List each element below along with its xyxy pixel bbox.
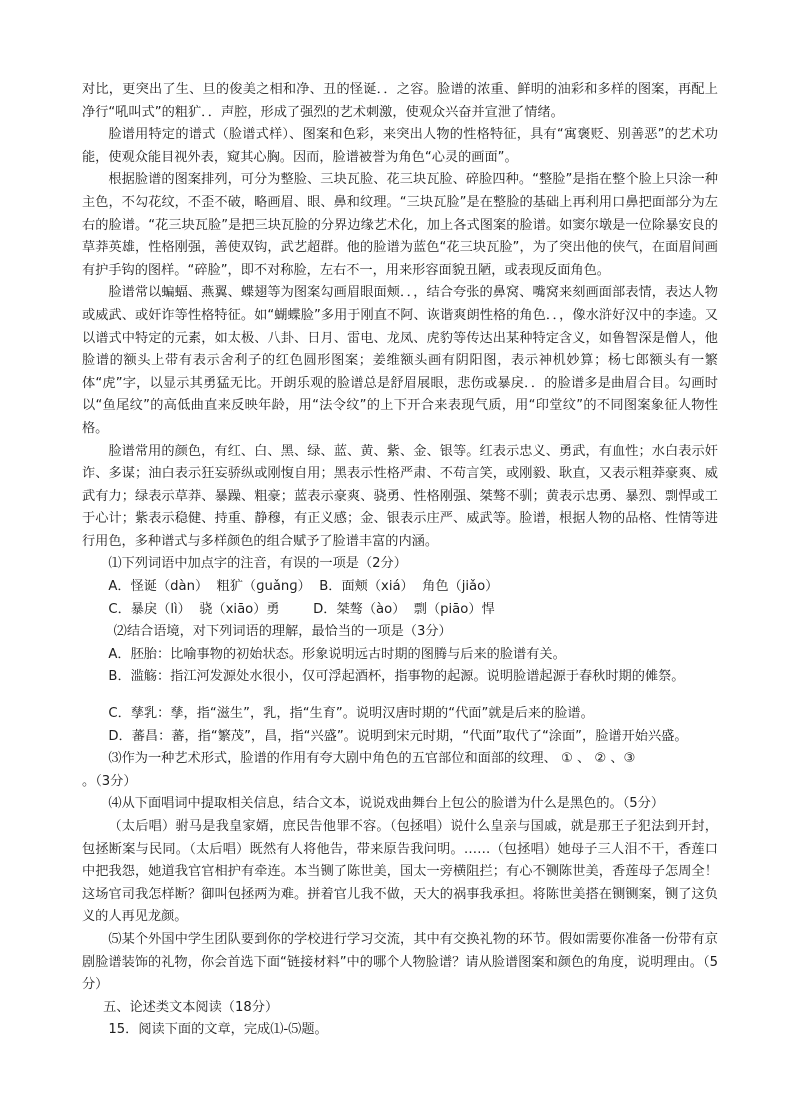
question-15-stem: 15．阅读下面的文章，完成⑴-⑸题。 xyxy=(108,1022,328,1038)
question-2-option-a: A．胚胎：比喻事物的初始状态。形象说明远古时期的图腾与后来的脸谱有关。 xyxy=(108,646,566,662)
question-4-stem: ⑷从下面唱词中提取相关信息，结合文本，说说戏曲舞台上包公的脸谱为什么是黑色的。（5分） xyxy=(108,796,665,812)
question-4-lyrics: （太后唱）驸马是我皇家婿，庶民告他罪不容。（包拯唱）说什么皇亲与国戚，就是那王子犯法到开封，包拯断案与民同。（太后唱）既然有人将他告，带来原告我问明。……（包拯唱）她母子三人泪不干，香莲口中把我怨，她道我官官相护有牵连。本当铡了陈世美，国太一旁横阻拦；有心不铡陈世美，香莲母子怎周全！这场官司我怎样断？御叫包拯两为难。拼着官儿我不做，天大的祸事我承担。将陈世美搭在铡铡案，铡了这负义的人再见龙颜。 xyxy=(82,819,718,925)
paragraph-1: 对比，更突出了生、旦的俊美之相和净、丑的怪诞．．之容。脸谱的浓重、鲜明的油彩和多样的图案，再配上净行“吼叫式”的粗犷．．声腔，形成了强烈的艺术刺激，使观众兴奋并宣泄了情绪。 xyxy=(82,82,718,120)
question-1-options-ab: A．怪诞（dàn） 粗犷（ɡuǎnɡ） B．面颊（xiá） 角色（jiǎo） xyxy=(108,579,499,595)
question-2-option-b: B．滥觞：指江河发源处水很小，仅可浮起酒杯，指事物的起源。说明脸谱起源于春秋时期的傩祭。 xyxy=(108,669,685,685)
paragraph-2: 脸谱用特定的谱式（脸谱式样）、图案和色彩，来突出人物的性格特征，具有“寓褒贬、别善恶”的艺术功能，使观众能目视外表，窥其心胸。因而，脸谱被誉为角色“心灵的画面”。 xyxy=(82,127,718,165)
question-2-option-c: C．孳乳：孳，指“滋生”，乳，指“生育”。说明汉唐时期的“代面”就是后来的脸谱。 xyxy=(108,706,594,722)
paragraph-3: 根据脸谱的图案排列，可分为整脸、三块瓦脸、花三块瓦脸、碎脸四种。“整脸”是指在整个脸上只涂一种主色，不勾花纹，不歪不破，略画眉、眼、鼻和纹理。“三块瓦脸”是在整脸的基础上再利用口鼻把面部分为左右的脸谱。“花三块瓦脸”是把三块瓦脸的分界边缘艺术化，加上各式图案的脸谱。如窦尔墩是一位除暴安良的草莽英雄，性格刚强，善使双钩，武艺超群。他的脸谱为蓝色“花三块瓦脸”，为了突出他的侠气，在面眉间画有护手钩的图样。“碎脸”，即不对称脸，左右不一，用来形容面貌丑陋，或表现反面角色。 xyxy=(82,172,718,278)
paragraph-4: 脸谱常以蝙蝠、燕翼、蝶翅等为图案勾画眉眼面颊．．，结合夸张的鼻窝、嘴窝来刻画面部表情，表达人物或威武、或奸诈等性格特征。如“蝴蝶脸”多用于刚直不阿、诙谐爽朗性格的角色．．，像水浒好汉中的李逵。又以谱式中特定的元素，如太极、八卦、日月、雷电、龙凤、虎豹等传达出某种特定含义，如鲁智深是僧人，他脸谱的额头上带有表示舍利子的红色圆形图案；姜维额头画有阴阳图，表示神机妙算；杨七郎额头有一繁体“虎”字，以显示其勇猛无比。开朗乐观的脸谱总是舒眉展眼，悲伤或暴戾．．的脸谱多是曲眉合目。勾画时以“鱼尾纹”的高低曲直来反映年龄，用“法令纹”的上下开合来表现气质，用“印堂纹”的不同图案象征人物性格。 xyxy=(82,285,718,436)
question-1-options-cd: C．暴戾（lì） 骁（xiāo）勇 D．桀骜（ào） 剽（piāo）悍 xyxy=(108,601,495,617)
question-2-option-d: D．蕃昌：蕃，指“繁茂”，昌，指“兴盛”。说明到宋元时期，“代面”取代了“涂面”，脸谱开始兴盛。 xyxy=(108,728,688,744)
question-2-stem: ⑵结合语境，对下列词语的理解，最恰当的一项是（3分） xyxy=(113,624,452,640)
paragraph-5: 脸谱常用的颜色，有红、白、黑、绿、蓝、黄、紫、金、银等。红表示忠义、勇武，有血性；水白表示奸诈、多谋；油白表示狂妄骄纵或刚愎自用；黑表示性格严肃、不苟言笑，或刚毅、耿直，又表示粗莽豪爽、威武有力；绿表示草莽、暴躁、粗豪；蓝表示豪爽、骁勇、性格刚强、桀骜不驯；黄表示忠勇、暴烈、剽悍或工于心计；紫表示稳健、持重、静穆，有正义感；金、银表示庄严、威武等。脸谱，根据人物的品格、性情等进行用色，多种谱式与多样颜色的组合赋予了脸谱丰富的内涵。 xyxy=(82,443,718,549)
section-heading: 五、论述类文本阅读（18分） xyxy=(103,999,279,1015)
spacer xyxy=(82,689,718,703)
question-1-stem: ⑴下列词语中加点字的注音，有误的一项是（2分） xyxy=(108,556,407,572)
question-3: ⑶作为一种艺术形式，脸谱的作用有夸大剧中角色的五官部位和面部的纹理、 ① 、 ② 、③ xyxy=(108,751,636,767)
question-3-points: 。（3分） xyxy=(82,773,137,789)
question-5-stem: ⑸某个外国中学生团队要到你的学校进行学习交流，其中有交换礼物的环节。假如需要你准备一份带有京剧脸谱装饰的礼物，你会首选下面“链接材料”中的哪个人物脸谱？请从脸谱图案和颜色的角度，说明理由。（5分） xyxy=(82,931,718,993)
